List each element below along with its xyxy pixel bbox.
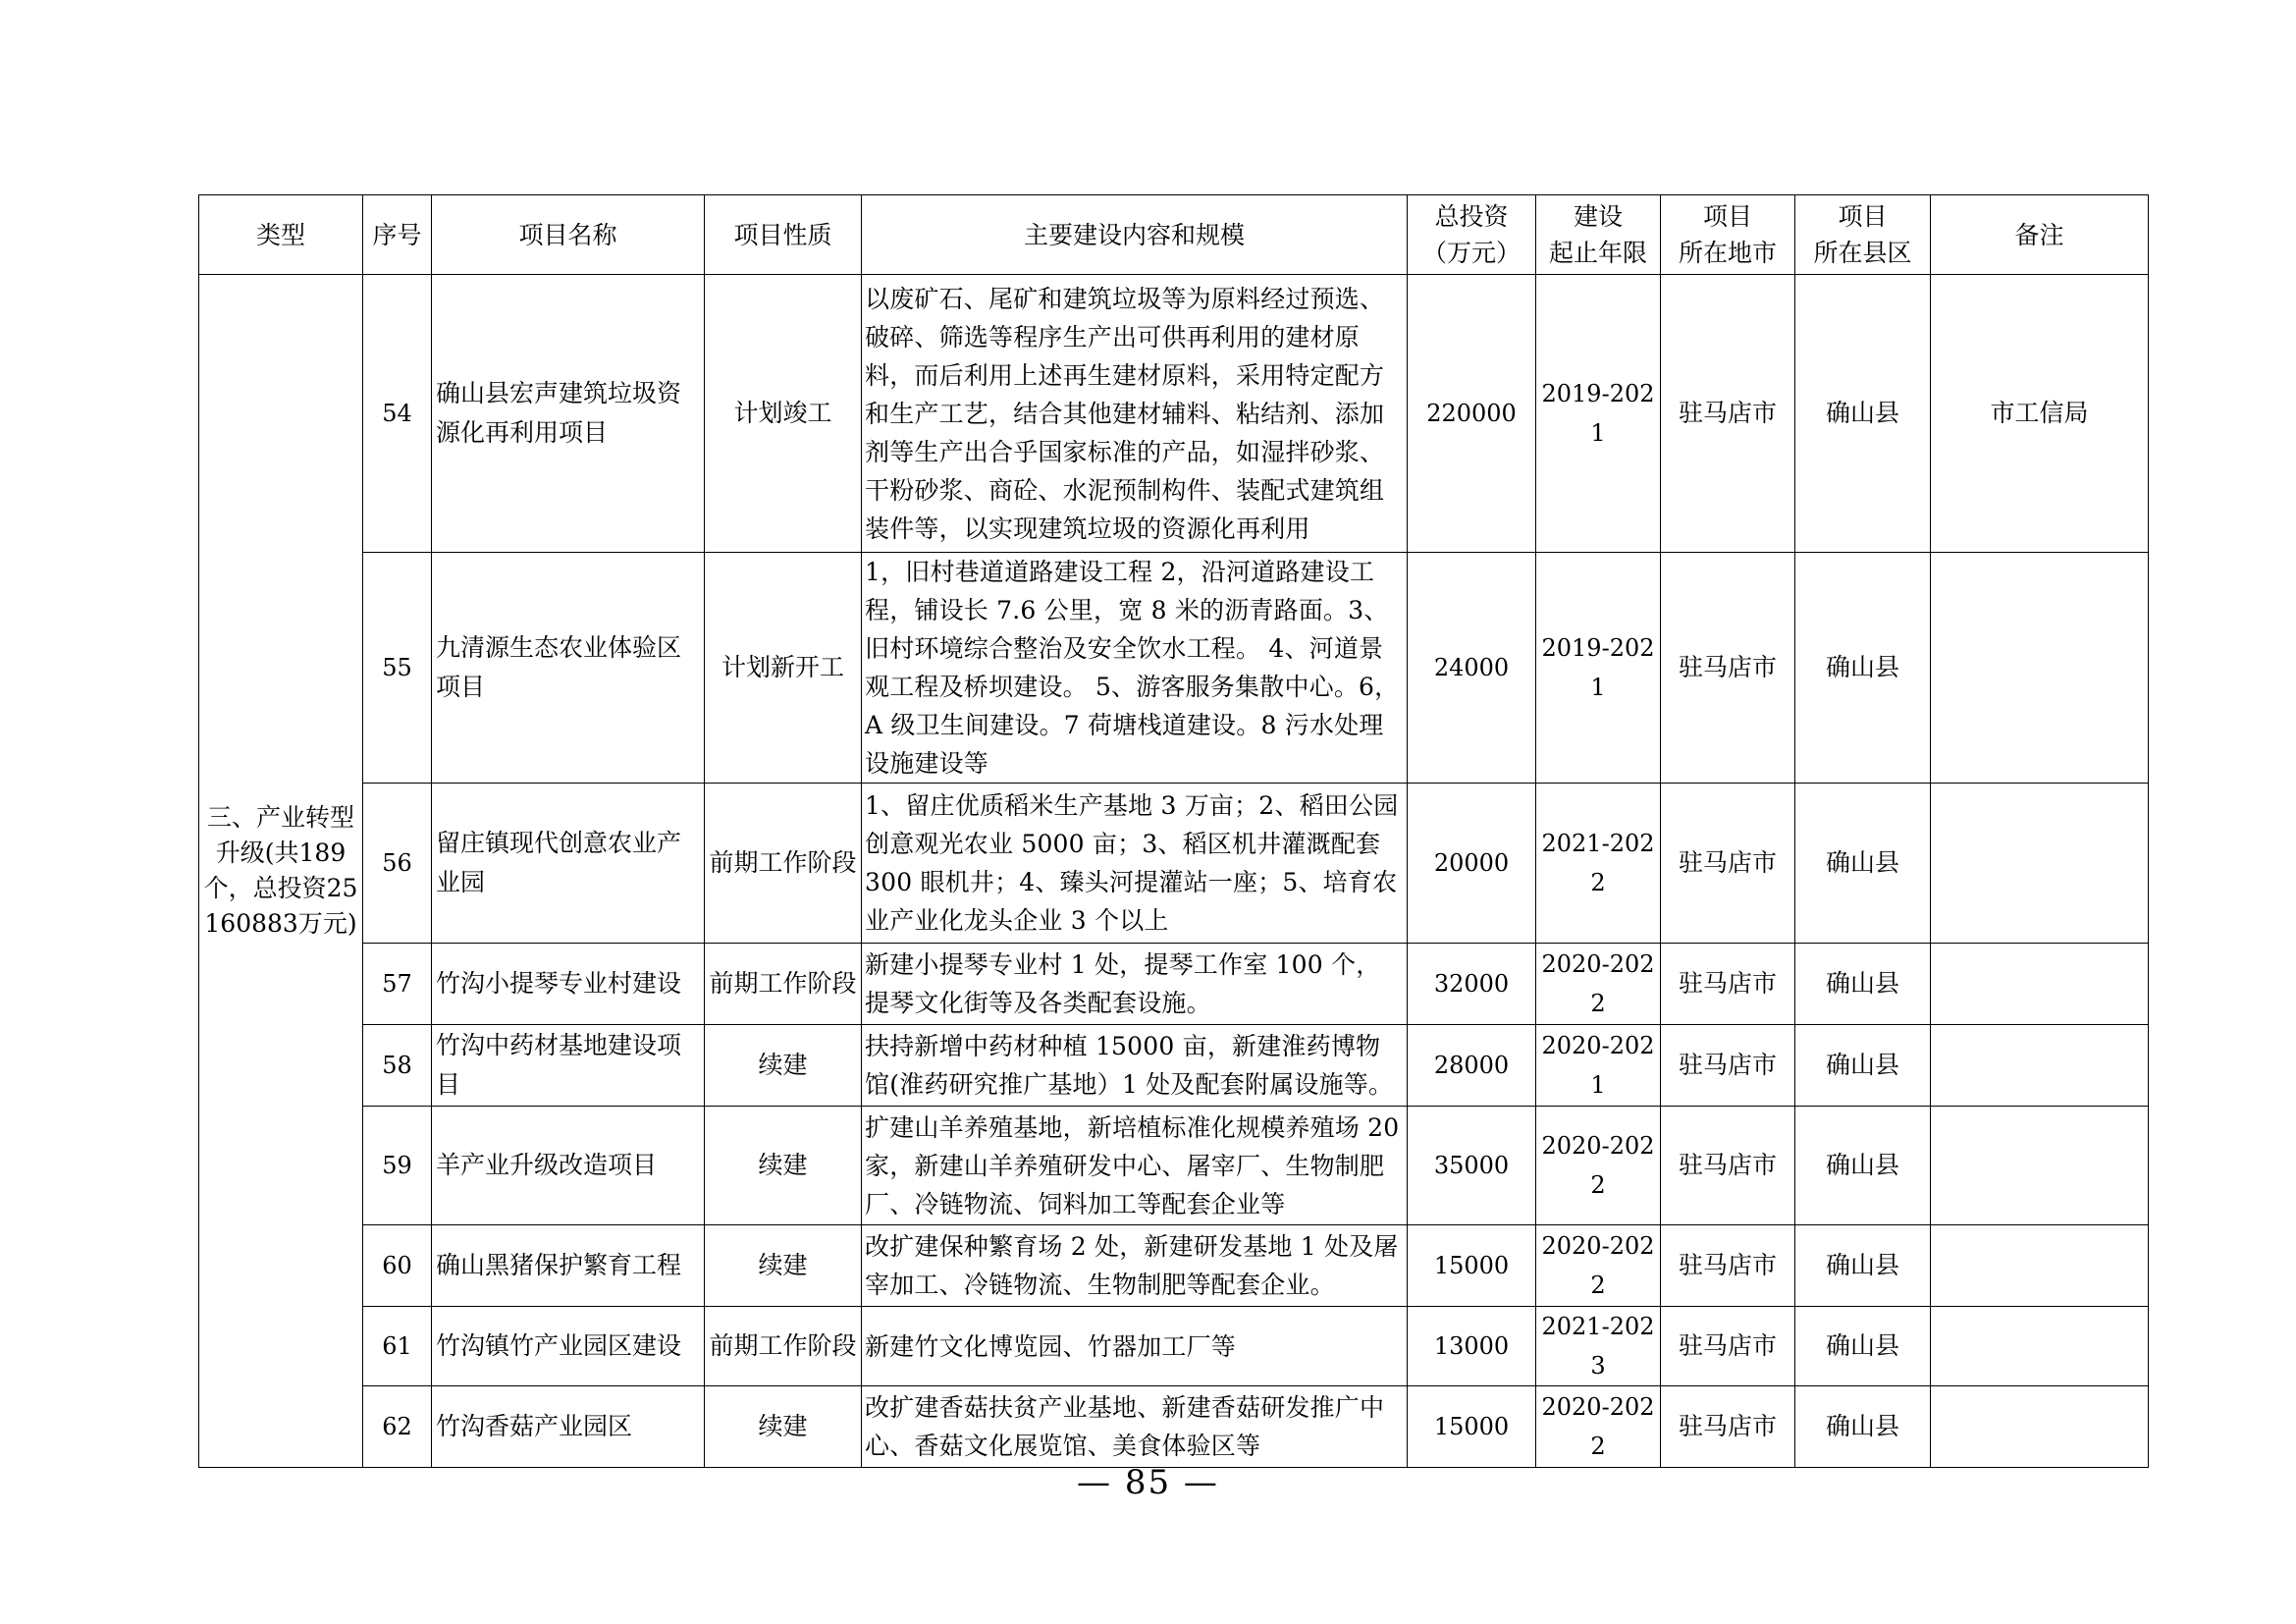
header-name: 项目名称 — [432, 195, 705, 275]
row-seq: 54 — [363, 275, 432, 553]
row-seq: 55 — [363, 553, 432, 784]
row-content: 改扩建保种繁育场 2 处，新建研发基地 1 处及屠宰加工、冷链物流、生物制肥等配套企业。 — [862, 1225, 1408, 1307]
header-note: 备注 — [1931, 195, 2149, 275]
row-seq: 60 — [363, 1225, 432, 1307]
header-county-line1: 项目 — [1838, 202, 1888, 231]
header-city-line2: 所在地市 — [1678, 239, 1777, 267]
row-nature: 续建 — [705, 1386, 862, 1468]
row-city: 驻马店市 — [1661, 275, 1795, 553]
table-row — [199, 1107, 2149, 1225]
row-content: 扶持新增中药材种植 15000 亩，新建淮药博物馆(淮药研究推广基地）1 处及配套附属设施等。 — [862, 1025, 1408, 1107]
row-note — [1931, 1107, 2149, 1225]
row-period: 2020-2022 — [1536, 1107, 1661, 1225]
row-period: 2020-2022 — [1536, 1386, 1661, 1468]
row-nature: 计划新开工 — [705, 553, 862, 784]
row-county: 确山县 — [1795, 1225, 1931, 1307]
table-row — [199, 1225, 2149, 1307]
row-seq: 59 — [363, 1107, 432, 1225]
row-seq: 62 — [363, 1386, 432, 1468]
row-note — [1931, 1307, 2149, 1386]
table-body — [199, 275, 2149, 1468]
row-city: 驻马店市 — [1661, 1107, 1795, 1225]
row-content: 改扩建香菇扶贫产业基地、新建香菇研发推广中心、香菇文化展览馆、美食体验区等 — [862, 1386, 1408, 1468]
row-name: 确山黑猪保护繁育工程 — [432, 1225, 705, 1307]
header-nature: 项目性质 — [705, 195, 862, 275]
row-content: 扩建山羊养殖基地，新培植标准化规模养殖场 20 家，新建山羊养殖研发中心、屠宰厂、生物制肥厂、冷链物流、饲料加工等配套企业等 — [862, 1107, 1408, 1225]
row-investment: 24000 — [1408, 553, 1536, 784]
table-row — [199, 1307, 2149, 1386]
table-row — [199, 275, 2149, 553]
row-city: 驻马店市 — [1661, 553, 1795, 784]
header-county-line2: 所在县区 — [1813, 239, 1912, 267]
row-period: 2021-2023 — [1536, 1307, 1661, 1386]
row-investment: 13000 — [1408, 1307, 1536, 1386]
row-content: 新建小提琴专业村 1 处，提琴工作室 100 个，提琴文化街等及各类配套设施。 — [862, 944, 1408, 1025]
row-name: 竹沟中药材基地建设项目 — [432, 1025, 705, 1107]
header-content: 主要建设内容和规模 — [862, 195, 1408, 275]
row-note — [1931, 784, 2149, 944]
row-name: 竹沟香菇产业园区 — [432, 1386, 705, 1468]
row-name: 九清源生态农业体验区项目 — [432, 553, 705, 784]
row-investment: 28000 — [1408, 1025, 1536, 1107]
header-period-line2: 起止年限 — [1548, 239, 1647, 267]
header-city — [1661, 195, 1795, 275]
row-seq: 61 — [363, 1307, 432, 1386]
row-county: 确山县 — [1795, 1307, 1931, 1386]
header-period — [1536, 195, 1661, 275]
row-content: 1，旧村巷道道路建设工程 2，沿河道路建设工程，铺设长 7.6 公里，宽 8 米的沥青路面。3、旧村环境综合整治及安全饮水工程。 4、河道景观工程及桥坝建设。 5、游客服务集散中心。6，A 级卫生间建设。7 荷塘栈道建设。8 污水处理设施建设等 — [862, 553, 1408, 784]
row-content: 1、留庄优质稻米生产基地 3 万亩；2、稻田公园创意观光农业 5000 亩；3、稻区机井灌溉配套 300 眼机井；4、臻头河提灌站一座；5、培育农业产业化龙头企业 3 个以上 — [862, 784, 1408, 944]
row-note — [1931, 553, 2149, 784]
row-investment: 15000 — [1408, 1386, 1536, 1468]
row-county: 确山县 — [1795, 275, 1931, 553]
row-note — [1931, 1025, 2149, 1107]
row-investment: 220000 — [1408, 275, 1536, 553]
row-county: 确山县 — [1795, 1025, 1931, 1107]
row-content: 新建竹文化博览园、竹器加工厂等 — [862, 1307, 1408, 1386]
page-number: — 85 — — [1077, 1463, 1219, 1502]
row-city: 驻马店市 — [1661, 1025, 1795, 1107]
row-investment: 35000 — [1408, 1107, 1536, 1225]
row-period: 2021-2022 — [1536, 784, 1661, 944]
header-investment-line1: 总投资 — [1434, 202, 1509, 231]
row-note — [1931, 1386, 2149, 1468]
row-name: 羊产业升级改造项目 — [432, 1107, 705, 1225]
row-name: 竹沟镇竹产业园区建设 — [432, 1307, 705, 1386]
row-name: 竹沟小提琴专业村建设 — [432, 944, 705, 1025]
header-city-line1: 项目 — [1702, 202, 1752, 231]
row-note — [1931, 944, 2149, 1025]
table-row — [199, 784, 2149, 944]
category-cell: 三、产业转型升级(共189个，总投资25160883万元) — [199, 275, 363, 1468]
row-period: 2020-2022 — [1536, 1225, 1661, 1307]
row-investment: 15000 — [1408, 1225, 1536, 1307]
row-period: 2020-2021 — [1536, 1025, 1661, 1107]
table-row — [199, 944, 2149, 1025]
row-nature: 前期工作阶段 — [705, 1307, 862, 1386]
row-seq: 56 — [363, 784, 432, 944]
row-city: 驻马店市 — [1661, 784, 1795, 944]
row-nature: 续建 — [705, 1107, 862, 1225]
header-county — [1795, 195, 1931, 275]
row-period: 2019-2021 — [1536, 275, 1661, 553]
row-note: 市工信局 — [1931, 275, 2149, 553]
row-period: 2019-2021 — [1536, 553, 1661, 784]
row-nature: 续建 — [705, 1225, 862, 1307]
row-period: 2020-2022 — [1536, 944, 1661, 1025]
row-nature: 计划竣工 — [705, 275, 862, 553]
row-county: 确山县 — [1795, 1107, 1931, 1225]
row-county: 确山县 — [1795, 1386, 1931, 1468]
row-city: 驻马店市 — [1661, 1307, 1795, 1386]
row-city: 驻马店市 — [1661, 944, 1795, 1025]
row-nature: 前期工作阶段 — [705, 944, 862, 1025]
row-seq: 58 — [363, 1025, 432, 1107]
row-city: 驻马店市 — [1661, 1225, 1795, 1307]
row-investment: 20000 — [1408, 784, 1536, 944]
row-county: 确山县 — [1795, 553, 1931, 784]
row-county: 确山县 — [1795, 784, 1931, 944]
table-header — [199, 195, 2149, 275]
header-investment — [1408, 195, 1536, 275]
table-row — [199, 1386, 2149, 1468]
row-name: 确山县宏声建筑垃圾资源化再利用项目 — [432, 275, 705, 553]
row-name: 留庄镇现代创意农业产业园 — [432, 784, 705, 944]
row-seq: 57 — [363, 944, 432, 1025]
header-row — [199, 195, 2149, 275]
header-type: 类型 — [199, 195, 363, 275]
row-city: 驻马店市 — [1661, 1386, 1795, 1468]
project-table — [198, 194, 2149, 1468]
header-period-line1: 建设 — [1573, 202, 1623, 231]
row-note — [1931, 1225, 2149, 1307]
row-investment: 32000 — [1408, 944, 1536, 1025]
header-investment-line2: （万元） — [1421, 239, 1521, 267]
row-county: 确山县 — [1795, 944, 1931, 1025]
row-nature: 续建 — [705, 1025, 862, 1107]
header-seq: 序号 — [363, 195, 432, 275]
row-content: 以废矿石、尾矿和建筑垃圾等为原料经过预选、破碎、筛选等程序生产出可供再利用的建材原料，而后利用上述再生建材原料，采用特定配方和生产工艺，结合其他建材辅料、粘结剂、添加剂等生产出合乎国家标准的产品，如湿拌砂浆、干粉砂浆、商砼、水泥预制构件、装配式建筑组装件等，以实现建筑垃圾的资源化再利用 — [862, 275, 1408, 553]
table-row — [199, 553, 2149, 784]
row-nature: 前期工作阶段 — [705, 784, 862, 944]
table-row — [199, 1025, 2149, 1107]
